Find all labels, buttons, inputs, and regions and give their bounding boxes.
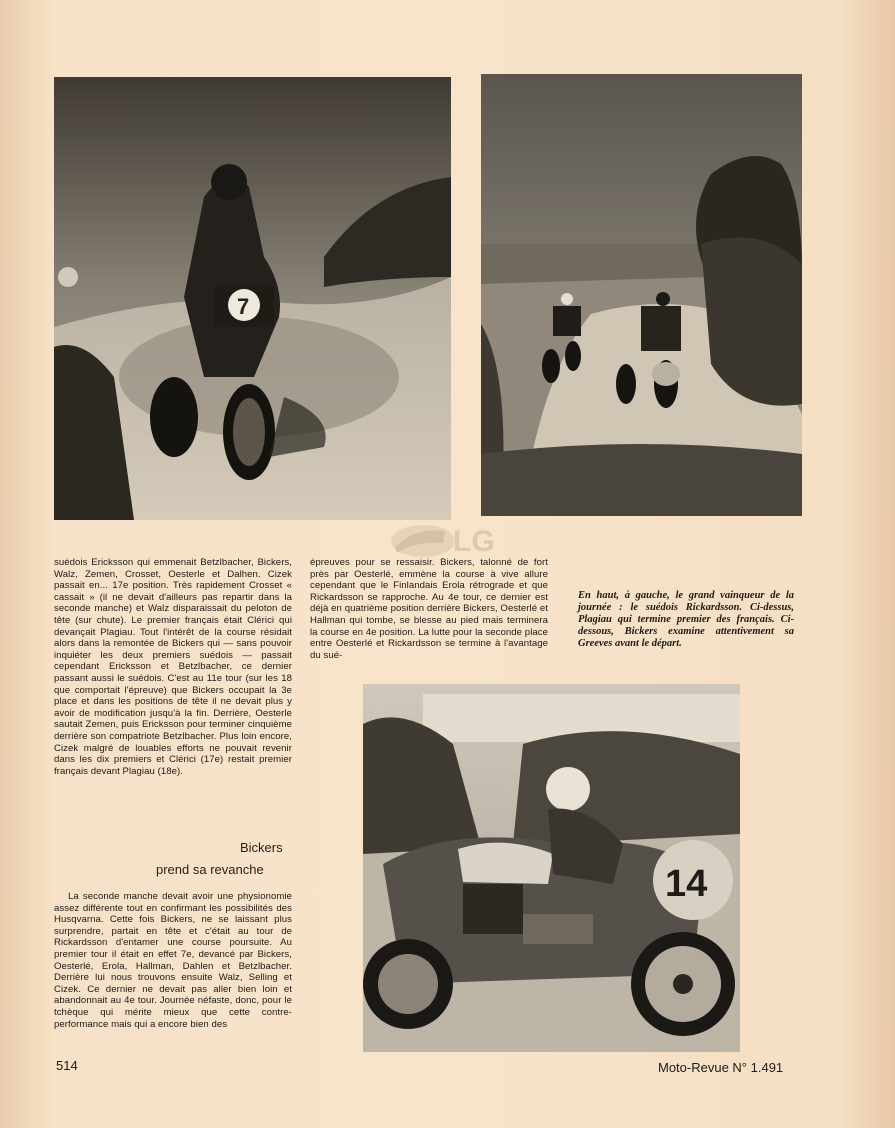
article-paragraph: suédois Ericksson qui emmenait Betzlbacher, Bickers, Walz, Zemen, Crosset, Oesterle et Dalhen. Cizek passait en... 17e position. Très rapidement Crosset « cassait » (il ne devait d'ailleurs pas repartir dans la seconde manche) et Walz disparaissait du peloton de tête (sur chute). Le premier français était Clérici qui devançait Plagiau. Tout l'intérêt de la course résidait alors dans la remontée de Bickers qui — sans pouvoir inquiéter les deux premiers suédois — passait cependant Ericksson et Betzlbacher, ce dernier passant aussi le suédois. C'est au 11e tour (sur les 18 que comportait l'épreuve) que Bickers occupait la 3e place et dans les positions de tête il ne devait plus y avoir de modification jusqu'à la fin. Derrière, Oesterle sautait Zemen, puis Ericksson pour terminer cinquième derrière son compatriote Betzlbacher. Plus loin encore, Cizek malgré de louables efforts ne pouvait revenir dans les dix premiers et Clérici (17e) restait premier français devant Plagiau (18e). [54, 557, 292, 777]
article-paragraph: épreuves pour se ressaisir. Bickers, talonné de fort près par Oesterlé, emmène la course à vive allure cependant que le Finlandais Erola rétrograde et que Rickardsson se rapproche. Au 4e tour, ce dernier est déjà en quatrième position derrière Bickers, Oesterlé et Hallman qui tombe, se blesse au pied mais terminera la course en 4e position. La lutte pour la seconde place entre Oesterlé et Rickardsson se termine à l'avantage du sué- [310, 557, 548, 661]
page-number: 514 [56, 1058, 78, 1073]
number-plate-seven: 7 [237, 294, 250, 319]
article-paragraph: La seconde manche devait avoir une physionomie assez différente tout en confirmant les possibilités des Husqvarna. Cette fois Bickers, ne se laissant plus surprendre, partait en tête et c'était au tour de Rickardsson d'entamer une course poursuite. Au premier tour il était en effet 7e, devancé par Bickers, Oesterlé, Erola, Hallman, Dahlen et Betzlbacher. Derrière lui nous trouvons ensuite Walz, Selling et Cizek. Ce dernier ne devait pas aller bien loin et abandonnait au 4e tour. Journée néfaste, donc, pour le tchèque qui mérite mieux que cette contre-performance mais qui a encore bien des [54, 891, 292, 1030]
article-column-1 [54, 557, 292, 777]
photo-rider-seven [54, 77, 451, 520]
photo-caption: En haut, à gauche, le grand vainqueur de la journée : le suédois Rickardsson. Ci-dessus, Plagiau qui termine premier des français. Ci-dessous, Bickers examine attentivement sa Greeves avant le départ. [578, 590, 794, 649]
number-plate-fourteen: 14 [665, 863, 708, 905]
article-column-1b [54, 891, 292, 1030]
subheading-line-1: Bickers [240, 840, 283, 855]
article-column-2 [310, 557, 548, 661]
photo-two-riders [481, 74, 802, 516]
magazine-issue: Moto-Revue N° 1.491 [658, 1060, 784, 1075]
photo-bickers-greeves [363, 684, 740, 1052]
subheading-line-2: prend sa revanche [156, 862, 264, 877]
watermark-text: LG [453, 525, 495, 558]
